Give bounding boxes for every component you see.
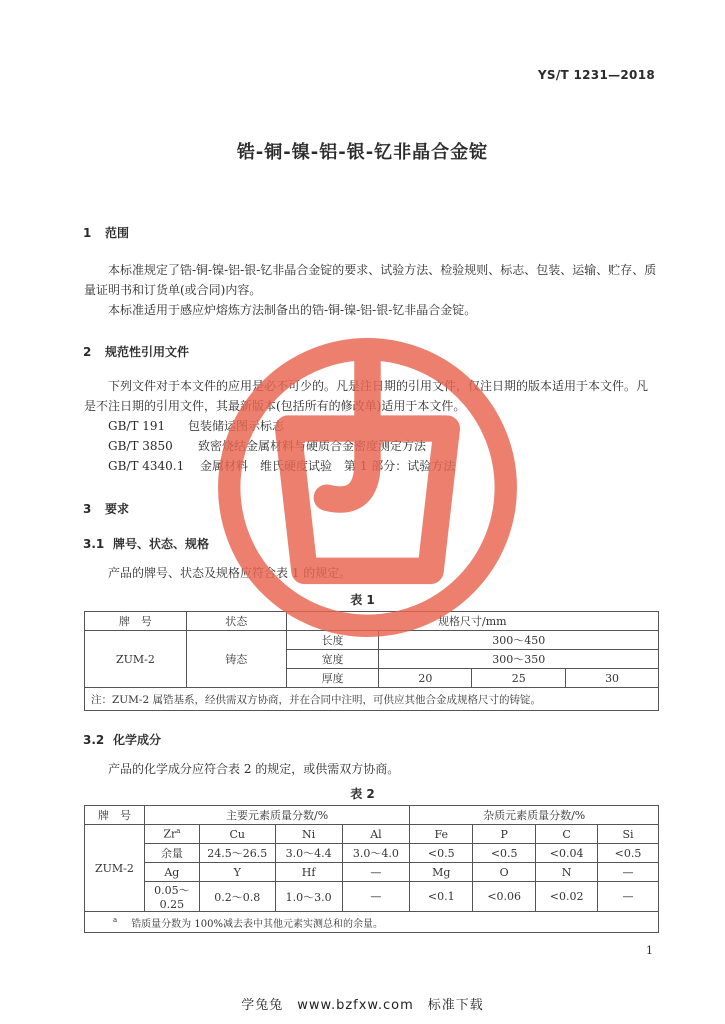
value-cell: 3.0～4.4: [275, 844, 342, 863]
section-1-paragraph-2: 本标准适用于感应炉熔炼方法制备出的锆-铜-镍-铝-银-钇非晶合金锭。: [108, 303, 477, 317]
value-cell: <0.5: [473, 844, 536, 863]
section-2-paragraph-1: 下列文件对于本文件的应用是必不可少的。凡是注日期的引用文件，仅注日期的版本适用于本文件。凡是不注日期的引用文件，其最新版本(包括所有的修改单)适用于本文件。: [84, 379, 649, 413]
section-3-1-heading: [83, 535, 209, 552]
value-cell: <0.02: [536, 882, 598, 912]
page-number: 1: [646, 944, 653, 957]
thickness-value: 30: [566, 669, 659, 688]
section-title: 规范性引用文件: [105, 345, 190, 359]
state-cell: 铸态: [186, 631, 286, 688]
reference-code: GB/T 4340.1: [108, 459, 185, 473]
section-3-2-paragraph: 产品的化学成分应符合表 2 的规定，或供需双方协商。: [108, 762, 400, 776]
section-number: 3: [83, 502, 92, 516]
element-cell: —: [598, 863, 659, 882]
element-cell: Ni: [275, 825, 342, 844]
element-cell: Fe: [410, 825, 473, 844]
element-cell: [144, 825, 199, 844]
element-cell: Y: [199, 863, 275, 882]
section-3-heading: [83, 500, 129, 517]
value-cell: —: [598, 882, 659, 912]
section-title: 牌号、状态、规格: [113, 537, 210, 551]
grade-cell: ZUM-2: [85, 825, 145, 912]
section-title: 范围: [105, 226, 130, 240]
thickness-label: 厚度: [286, 669, 379, 688]
reference-code: GB/T 3850: [108, 439, 173, 453]
watermark-stamp-icon: [215, 335, 520, 640]
element-cell: Mg: [410, 863, 473, 882]
thickness-value: 20: [379, 669, 472, 688]
section-number: 3.1: [83, 537, 105, 551]
section-number: 3.2: [83, 733, 105, 747]
element-cell: Hf: [275, 863, 342, 882]
footnote-text: 锆质量分数为 100%减去表中其他元素实测总和的余量。: [131, 918, 383, 930]
reference-title: 致密烧结金属材料与硬质合金密度测定方法: [198, 439, 427, 453]
element-cell: —: [342, 863, 410, 882]
value-cell: —: [342, 882, 410, 912]
footnote-mark: a: [176, 827, 181, 836]
header-size: 规格尺寸/mm: [286, 612, 658, 631]
width-label: 宽度: [286, 650, 379, 669]
element-symbol: Zr: [163, 827, 177, 841]
section-title: 要求: [105, 502, 130, 516]
element-cell: Si: [598, 825, 659, 844]
grade-cell: ZUM-2: [85, 631, 187, 688]
section-2-heading: [83, 343, 189, 360]
value-cell: 0.05～0.25: [144, 882, 199, 912]
table-2-caption: 表 2: [350, 787, 375, 801]
length-value: 300～450: [379, 631, 659, 650]
element-cell: Ag: [144, 863, 199, 882]
reference-title: 包装储运图示标志: [188, 419, 285, 433]
value-cell: <0.5: [598, 844, 659, 863]
element-cell: O: [473, 863, 536, 882]
width-value: 300～350: [379, 650, 659, 669]
header-impurity-elements: 杂质元素质量分数/%: [410, 806, 659, 825]
header-state: 状态: [186, 612, 286, 631]
standard-code: YS/T 1231—2018: [537, 68, 655, 82]
header-main-elements: 主要元素质量分数/%: [144, 806, 409, 825]
header-grade: 牌 号: [85, 612, 187, 631]
element-cell: N: [536, 863, 598, 882]
section-3-2-heading: [83, 731, 161, 748]
value-cell: <0.5: [410, 844, 473, 863]
length-label: 长度: [286, 631, 379, 650]
table-2-footnote: [85, 912, 659, 933]
element-cell: P: [473, 825, 536, 844]
section-number: 1: [83, 226, 92, 240]
section-1-heading: [83, 224, 129, 241]
section-1-paragraph-1: 本标准规定了锆-铜-镍-铝-银-钇非晶合金锭的要求、试验方法、检验规则、标志、包装、运输、贮存、质量证明书和订货单(或合同)内容。: [84, 263, 657, 297]
reference-code: GB/T 191: [108, 419, 166, 433]
value-cell: <0.04: [536, 844, 598, 863]
value-cell: <0.1: [410, 882, 473, 912]
section-number: 2: [83, 345, 92, 359]
document-title: 锆-铜-镍-铝-银-钇非晶合金锭: [236, 142, 489, 163]
footnote-mark: a: [113, 916, 118, 925]
value-cell: 余量: [144, 844, 199, 863]
value-cell: <0.06: [473, 882, 536, 912]
table-2: [84, 805, 659, 933]
table-1-caption: 表 1: [350, 593, 375, 607]
value-cell: 24.5～26.5: [199, 844, 275, 863]
section-title: 化学成分: [113, 733, 162, 747]
value-cell: 1.0～3.0: [275, 882, 342, 912]
section-3-1-paragraph: 产品的牌号、状态及规格应符合表 1 的规定。: [108, 566, 352, 580]
value-cell: 3.0～4.0: [342, 844, 410, 863]
reference-title: 金属材料 维氏硬度试验 第 1 部分：试验方法: [200, 459, 456, 473]
site-footer-bar: 学兔兔 www.bzfxw.com 标准下载: [241, 998, 484, 1013]
table-1-note: 注：ZUM-2 属锆基系，经供需双方协商，并在合同中注明，可供应其他合金成规格尺寸的铸锭。: [85, 688, 659, 711]
value-cell: 0.2～0.8: [199, 882, 275, 912]
thickness-value: 25: [472, 669, 566, 688]
element-cell: Al: [342, 825, 410, 844]
element-cell: Cu: [199, 825, 275, 844]
element-cell: C: [536, 825, 598, 844]
header-grade: 牌 号: [85, 806, 145, 825]
